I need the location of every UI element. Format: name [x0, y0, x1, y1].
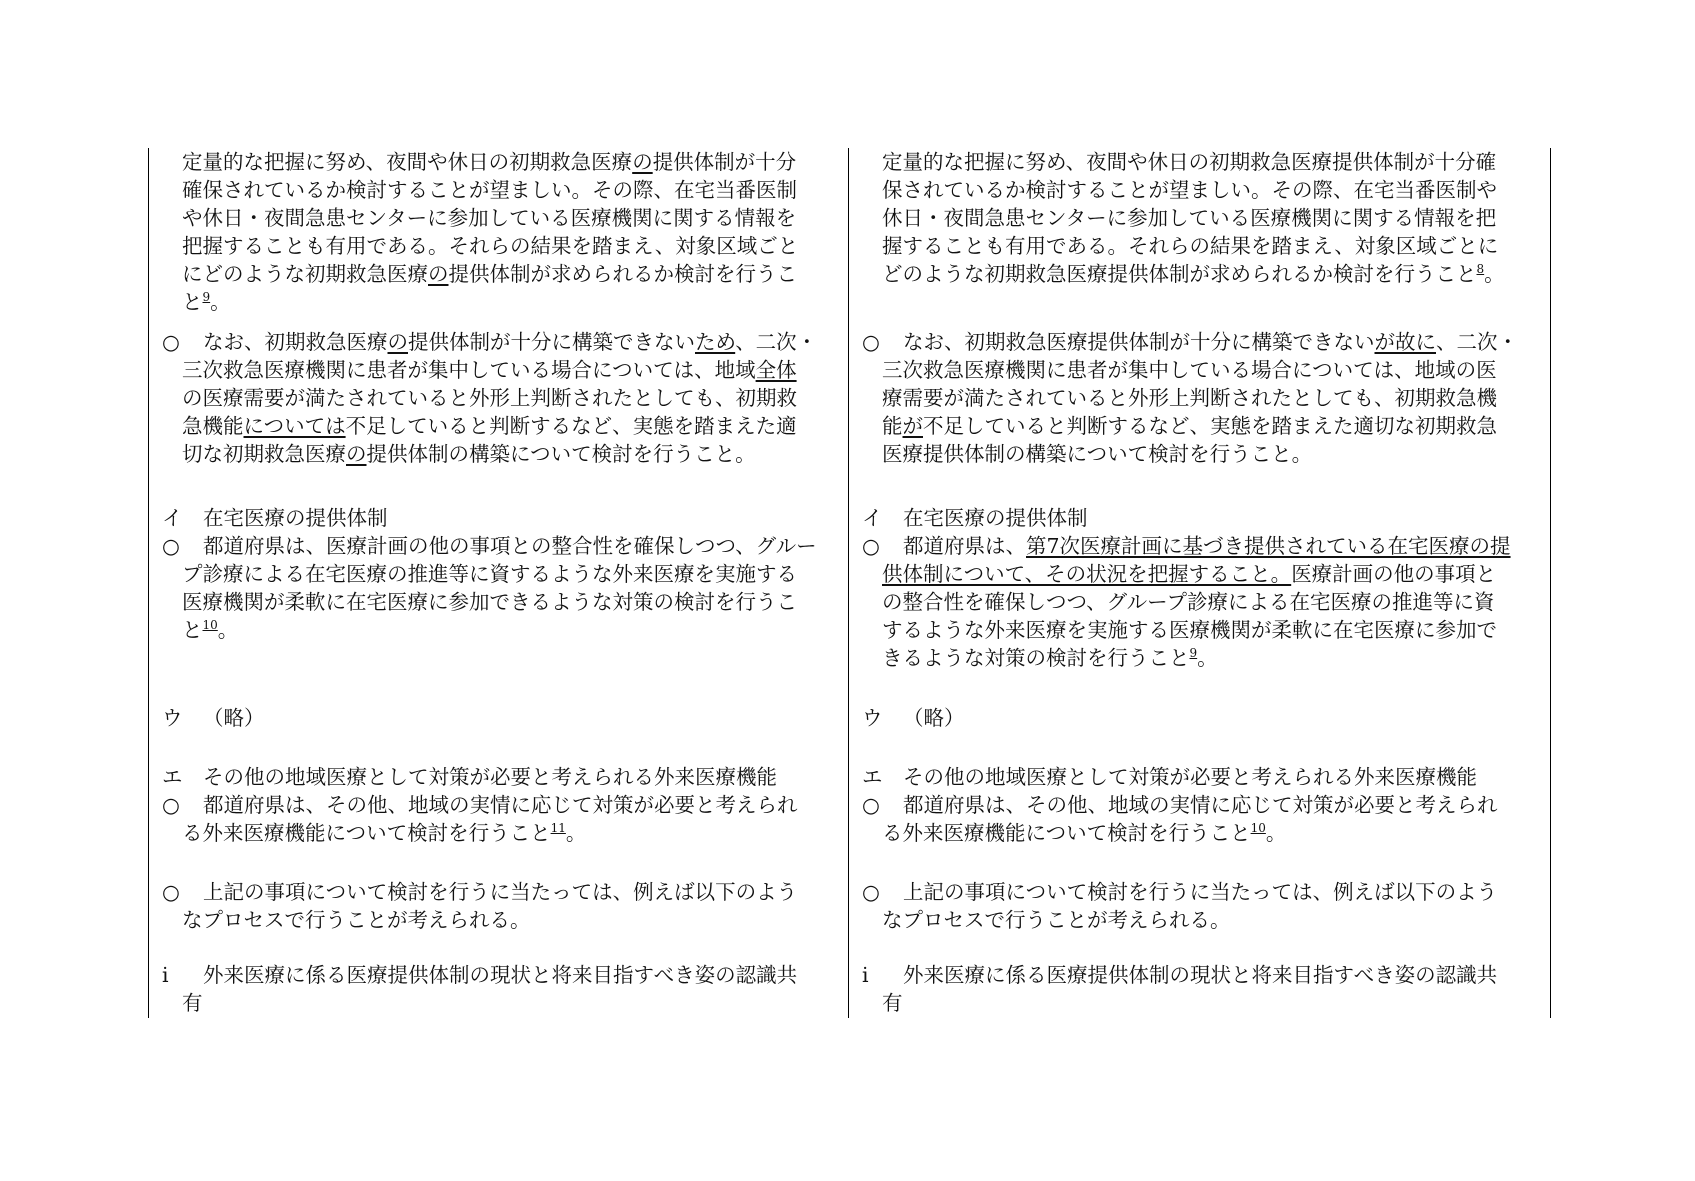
- footnote-ref: 10: [202, 618, 218, 632]
- underlined-text: の: [428, 262, 449, 286]
- item-mark: ⅰ: [862, 963, 869, 987]
- left-paragraph-3: [162, 532, 838, 644]
- text-line: 三次救急医療機関に患者が集中している場合については、地域全体: [182, 358, 797, 382]
- bullet-mark: ○: [162, 793, 180, 817]
- bullet-mark: ○: [862, 534, 880, 558]
- text-line: きるような対策の検討を行うこと$^9$。: [882, 646, 1218, 670]
- right-paragraph-4: [862, 791, 1538, 847]
- footnote-ref: 11: [550, 821, 566, 835]
- table-border-left: [148, 148, 149, 1018]
- text-line: ○ なお、初期救急医療の提供体制が十分に構築できないため、二次・: [162, 330, 818, 354]
- section-heading: イ 在宅医療の提供体制: [862, 506, 1088, 530]
- right-paragraph-1: [862, 148, 1538, 288]
- section-mark: エ: [862, 765, 883, 789]
- underlined-text: の: [632, 150, 653, 174]
- underlined-text: が故に: [1374, 330, 1436, 354]
- text-line: なプロセスで行うことが考えられる。: [882, 908, 1231, 932]
- footnote-ref: 9: [202, 290, 211, 304]
- text-line: の医療需要が満たされていると外形上判断されたとしても、初期救: [182, 386, 797, 410]
- text-line: る外来医療機能について検討を行うこと$^{11}$。: [182, 821, 587, 845]
- right-paragraph-2: [862, 328, 1538, 468]
- right-section-i: [862, 504, 1538, 532]
- bullet-mark: ○: [862, 793, 880, 817]
- right-section-e: [862, 763, 1538, 791]
- text-line: 把握することも有用である。それらの結果を踏まえ、対象区域ごと: [182, 234, 799, 258]
- underlined-text: の: [346, 442, 367, 466]
- text-line: ○ 都道府県は、その他、地域の実情に応じて対策が必要と考えられ: [862, 793, 1498, 817]
- text-line: なプロセスで行うことが考えられる。: [182, 908, 531, 932]
- text-line: る外来医療機能について検討を行うこと$^{10}$。: [882, 821, 1287, 845]
- column-divider: [848, 148, 849, 1018]
- text-line: 三次救急医療機関に患者が集中している場合については、地域の医: [882, 358, 1497, 382]
- left-item-i: [162, 961, 838, 1017]
- text-line: 休日・夜間急患センターに参加している医療機関に関する情報を把: [882, 206, 1497, 230]
- text-line: 保されているか検討することが望ましい。その際、在宅当番医制や: [882, 178, 1497, 202]
- section-heading: エ その他の地域医療として対策が必要と考えられる外来医療機能: [862, 765, 1477, 789]
- bullet-mark: ○: [162, 330, 180, 354]
- right-item-i: [862, 961, 1538, 1017]
- bullet-mark: ○: [162, 534, 180, 558]
- right-paragraph-3: [862, 532, 1538, 672]
- footnote-ref: 9: [1189, 646, 1198, 660]
- left-paragraph-1: [162, 148, 838, 316]
- left-section-i: [162, 504, 838, 532]
- section-heading: ウ （略）: [162, 706, 265, 730]
- underlined-text: の: [387, 330, 408, 354]
- text-line: 有: [182, 991, 203, 1015]
- text-line: ⅰ 外来医療に係る医療提供体制の現状と将来目指すべき姿の認識共: [862, 963, 1498, 987]
- text-line: と$^{10}$。: [182, 618, 239, 642]
- text-line: ○ 都道府県は、第7次医療計画に基づき提供されている在宅医療の提: [862, 534, 1511, 558]
- text-line: 医療提供体制の構築について検討を行うこと。: [882, 442, 1313, 466]
- text-line: 供体制について、その状況を把握すること。医療計画の他の事項と: [882, 562, 1497, 586]
- text-line: ○ 都道府県は、医療計画の他の事項との整合性を確保しつつ、グルー: [162, 534, 817, 558]
- text-line: ○ 上記の事項について検討を行うに当たっては、例えば以下のよう: [862, 880, 1498, 904]
- section-mark: イ: [862, 506, 883, 530]
- text-line: 医療機関が柔軟に在宅医療に参加できるような対策の検討を行うこ: [182, 590, 797, 614]
- underlined-text: 第7次医療計画に基づき提供されている在宅医療の提: [1026, 534, 1511, 558]
- text-line: 切な初期救急医療の提供体制の構築について検討を行うこと。: [182, 442, 756, 466]
- text-line: ⅰ 外来医療に係る医療提供体制の現状と将来目指すべき姿の認識共: [162, 963, 798, 987]
- bullet-mark: ○: [862, 880, 880, 904]
- right-section-u: [862, 704, 1538, 732]
- left-paragraph-4: [162, 791, 838, 847]
- text-line: にどのような初期救急医療の提供体制が求められるか検討を行うこ: [182, 262, 797, 286]
- footnote-ref: 10: [1250, 821, 1266, 835]
- underlined-text: 全体: [755, 358, 797, 382]
- section-heading: エ その他の地域医療として対策が必要と考えられる外来医療機能: [162, 765, 777, 789]
- left-section-e: [162, 763, 838, 791]
- footnote-ref: 8: [1476, 262, 1485, 276]
- bullet-mark: ○: [162, 880, 180, 904]
- text-line: ○ 上記の事項について検討を行うに当たっては、例えば以下のよう: [162, 880, 798, 904]
- text-line: 有: [882, 991, 903, 1015]
- bullet-mark: ○: [862, 330, 880, 354]
- text-line: と$^9$。: [182, 290, 231, 314]
- text-line: 療需要が満たされていると外形上判断されたとしても、初期救急機: [882, 386, 1497, 410]
- left-paragraph-2: [162, 328, 838, 468]
- section-mark: ウ: [162, 706, 183, 730]
- text-line: 能が不足していると判断するなど、実態を踏まえた適切な初期救急: [882, 414, 1497, 438]
- text-line: どのような初期救急医療提供体制が求められるか検討を行うこと$^8$。: [882, 262, 1505, 286]
- right-paragraph-5: [862, 878, 1538, 934]
- text-line: 定量的な把握に努め、夜間や休日の初期救急医療提供体制が十分確: [882, 150, 1497, 174]
- underlined-text: 供体制について、その状況を把握すること。: [882, 562, 1292, 586]
- text-line: 急機能については不足していると判断するなど、実態を踏まえた適: [182, 414, 797, 438]
- text-line: 握することも有用である。それらの結果を踏まえ、対象区域ごとに: [882, 234, 1499, 258]
- text-line: の整合性を確保しつつ、グループ診療による在宅医療の推進等に資: [882, 590, 1495, 614]
- text-line: するような外来医療を実施する医療機関が柔軟に在宅医療に参加で: [882, 618, 1497, 642]
- section-mark: イ: [162, 506, 183, 530]
- text-line: プ診療による在宅医療の推進等に資するような外来医療を実施する: [182, 562, 797, 586]
- underlined-text: が: [902, 414, 923, 438]
- section-mark: ウ: [862, 706, 883, 730]
- section-heading: ウ （略）: [862, 706, 965, 730]
- text-line: ○ 都道府県は、その他、地域の実情に応じて対策が必要と考えられ: [162, 793, 798, 817]
- section-heading: イ 在宅医療の提供体制: [162, 506, 388, 530]
- text-line: や休日・夜間急患センターに参加している医療機関に関する情報を: [182, 206, 797, 230]
- section-mark: エ: [162, 765, 183, 789]
- underlined-text: については: [243, 414, 346, 438]
- item-mark: ⅰ: [162, 963, 169, 987]
- table-border-right: [1550, 148, 1551, 1018]
- left-paragraph-5: [162, 878, 838, 934]
- text-line: 定量的な把握に努め、夜間や休日の初期救急医療の提供体制が十分: [182, 150, 797, 174]
- text-line: ○ なお、初期救急医療提供体制が十分に構築できないが故に、二次・: [862, 330, 1518, 354]
- left-section-u: [162, 704, 838, 732]
- text-line: 確保されているか検討することが望ましい。その際、在宅当番医制: [182, 178, 797, 202]
- underlined-text: ため: [695, 330, 736, 354]
